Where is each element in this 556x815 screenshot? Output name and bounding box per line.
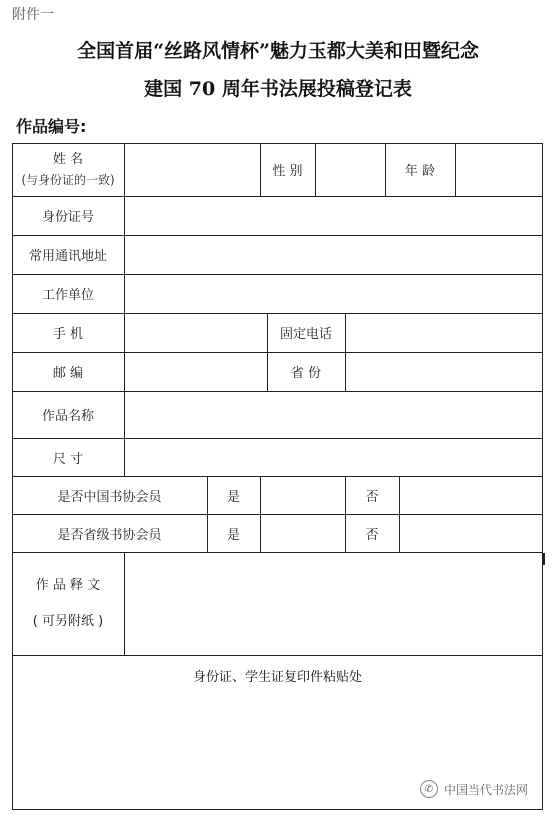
annex-label: 附件一 xyxy=(12,7,54,23)
mobile-label: 手 机 xyxy=(52,327,84,342)
id-copy-paste-area-label: 身份证、学生证复印件粘贴处 xyxy=(192,670,362,685)
interpretation-note: ( 可另附纸 ) xyxy=(32,613,104,629)
cca-member-no-box[interactable] xyxy=(399,476,543,514)
size-field[interactable] xyxy=(124,438,543,476)
address-field[interactable] xyxy=(124,235,543,274)
workplace-field[interactable] xyxy=(124,274,543,313)
size-label: 尺 寸 xyxy=(52,451,84,467)
gender-label: 性 别 xyxy=(272,164,303,179)
landline-field[interactable] xyxy=(345,313,543,352)
province-label: 省 份 xyxy=(290,366,322,381)
age-field[interactable] xyxy=(455,143,543,196)
province-field[interactable] xyxy=(345,352,543,391)
form-title-line1: 全国首届“丝路风情杯”魅力玉都大美和田暨纪念 xyxy=(77,40,479,62)
name-label-cell xyxy=(12,143,124,196)
address-label: 常用通讯地址 xyxy=(28,249,107,264)
postcode-label: 邮 编 xyxy=(52,366,84,381)
work-number-label: 作品编号: xyxy=(16,117,87,136)
cca-member-yes-box[interactable] xyxy=(260,476,345,514)
interpretation-field[interactable] xyxy=(124,552,543,655)
provincial-member-no-box[interactable] xyxy=(399,514,543,552)
cca-member-yes-label: 是 xyxy=(226,489,240,505)
cca-member-no-label: 否 xyxy=(365,489,379,505)
wechat-icon: ✆ xyxy=(420,780,438,798)
mobile-field[interactable] xyxy=(124,313,267,352)
provincial-member-yes-box[interactable] xyxy=(260,514,345,552)
watermark-text: 中国当代书法网 xyxy=(444,782,529,797)
gender-field[interactable] xyxy=(315,143,385,196)
provincial-member-no-label: 否 xyxy=(365,527,379,543)
watermark xyxy=(420,780,528,798)
work-name-field[interactable] xyxy=(124,391,543,438)
interpretation-label-cell xyxy=(12,552,124,655)
work-name-label: 作品名称 xyxy=(41,409,94,424)
cca-member-label: 是否中国书协会员 xyxy=(57,489,162,505)
id-number-field[interactable] xyxy=(124,196,543,235)
interpretation-label: 作 品 释 文 xyxy=(35,577,101,593)
landline-label: 固定电话 xyxy=(279,327,332,342)
name-note: (与身份证的一致) xyxy=(21,172,115,187)
form-title-line2: 建国 70 周年书法展投稿登记表 xyxy=(144,78,412,100)
provincial-member-yes-label: 是 xyxy=(226,527,240,543)
name-field[interactable] xyxy=(124,143,260,196)
provincial-member-label: 是否省级书协会员 xyxy=(57,527,162,543)
workplace-label: 工作单位 xyxy=(41,288,94,303)
postcode-field[interactable] xyxy=(124,352,267,391)
age-label: 年 龄 xyxy=(404,164,436,179)
id-number-label: 身份证号 xyxy=(41,210,94,225)
name-label: 姓 名 xyxy=(52,151,84,167)
